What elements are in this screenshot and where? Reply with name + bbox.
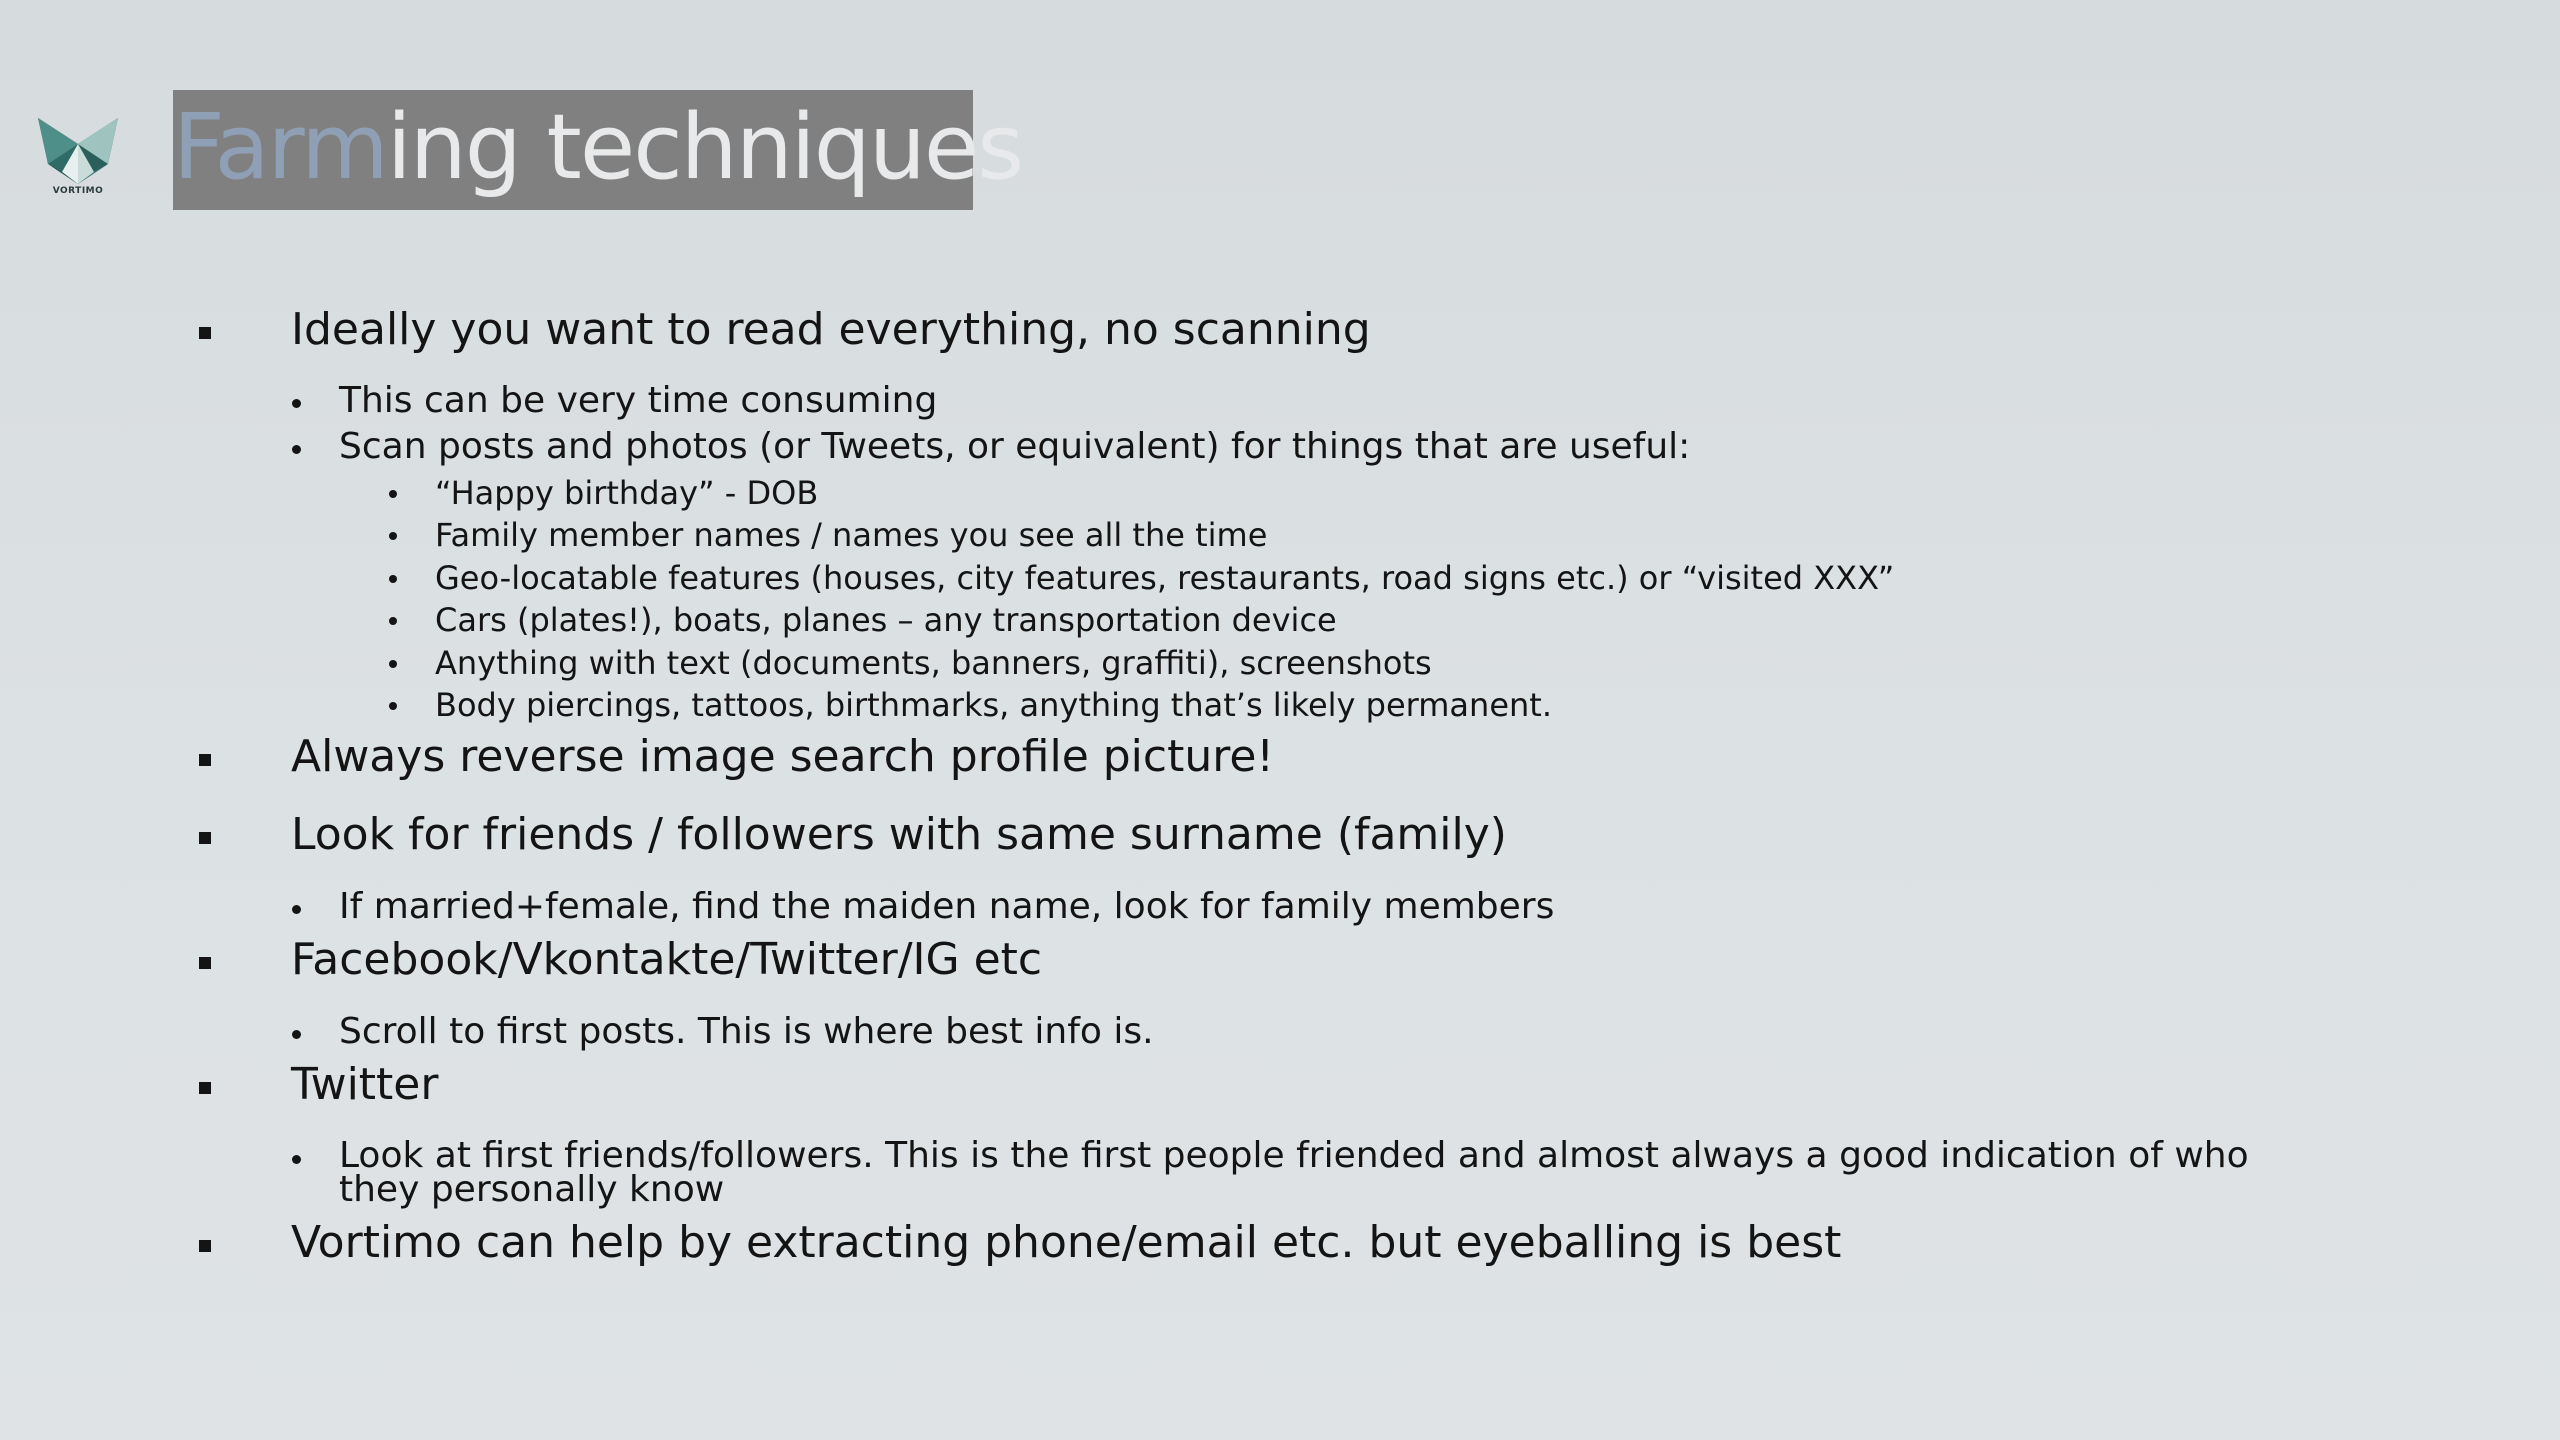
sub-list-item: Scroll to first posts. This is where best info is. xyxy=(339,1011,1154,1052)
sub-sub-list-item: Anything with text (documents, banners, graffiti), screenshots xyxy=(435,644,1432,682)
square-bullet-icon xyxy=(199,327,211,339)
sub-sub-list-item: Geo-locatable features (houses, city features, restaurants, road signs etc.) or “visited XXX” xyxy=(435,559,1895,597)
sub-sub-list-item: Family member names / names you see all the time xyxy=(435,516,1268,554)
list-item: Twitter xyxy=(291,1059,439,1110)
title-highlighted-part: Farm xyxy=(173,95,387,200)
round-bullet-icon xyxy=(292,445,301,454)
round-bullet-icon xyxy=(389,575,397,583)
round-bullet-icon xyxy=(292,399,301,408)
list-item: Always reverse image search profile picture! xyxy=(291,731,1275,782)
list-item: Vortimo can help by extracting phone/email etc. but eyeballing is best xyxy=(291,1217,1842,1268)
list-item: Facebook/Vkontakte/Twitter/IG etc xyxy=(291,934,1043,985)
sub-sub-list-item: “Happy birthday” - DOB xyxy=(435,474,819,512)
round-bullet-icon xyxy=(292,905,301,914)
logo-text: VORTIMO xyxy=(52,186,104,196)
sub-sub-list-item: Cars (plates!), boats, planes – any transportation device xyxy=(435,601,1337,639)
square-bullet-icon xyxy=(199,1240,211,1252)
list-item: Look for friends / followers with same surname (family) xyxy=(291,809,1507,860)
list-item: Ideally you want to read everything, no scanning xyxy=(291,304,1371,355)
round-bullet-icon xyxy=(292,1155,301,1164)
sub-sub-list-item: Body piercings, tattoos, birthmarks, anything that’s likely permanent. xyxy=(435,686,1552,724)
sub-list-item: This can be very time consuming xyxy=(339,380,938,421)
round-bullet-icon xyxy=(389,617,397,625)
round-bullet-icon xyxy=(389,490,397,498)
round-bullet-icon xyxy=(389,660,397,668)
square-bullet-icon xyxy=(199,957,211,969)
sub-list-item: Scan posts and photos (or Tweets, or equivalent) for things that are useful: xyxy=(339,426,1691,467)
sub-list-item: If married+female, find the maiden name, look for family members xyxy=(339,886,1555,927)
round-bullet-icon xyxy=(292,1030,301,1039)
title-rest: ing techniques xyxy=(386,95,1023,200)
sub-list-item: Look at first friends/followers. This is the first people friended and almost always a good indication of who xyxy=(339,1135,2249,1176)
square-bullet-icon xyxy=(199,754,211,766)
square-bullet-icon xyxy=(199,1082,211,1094)
sub-list-item-continuation: they personally know xyxy=(339,1169,725,1210)
round-bullet-icon xyxy=(389,532,397,540)
round-bullet-icon xyxy=(389,702,397,710)
square-bullet-icon xyxy=(199,832,211,844)
